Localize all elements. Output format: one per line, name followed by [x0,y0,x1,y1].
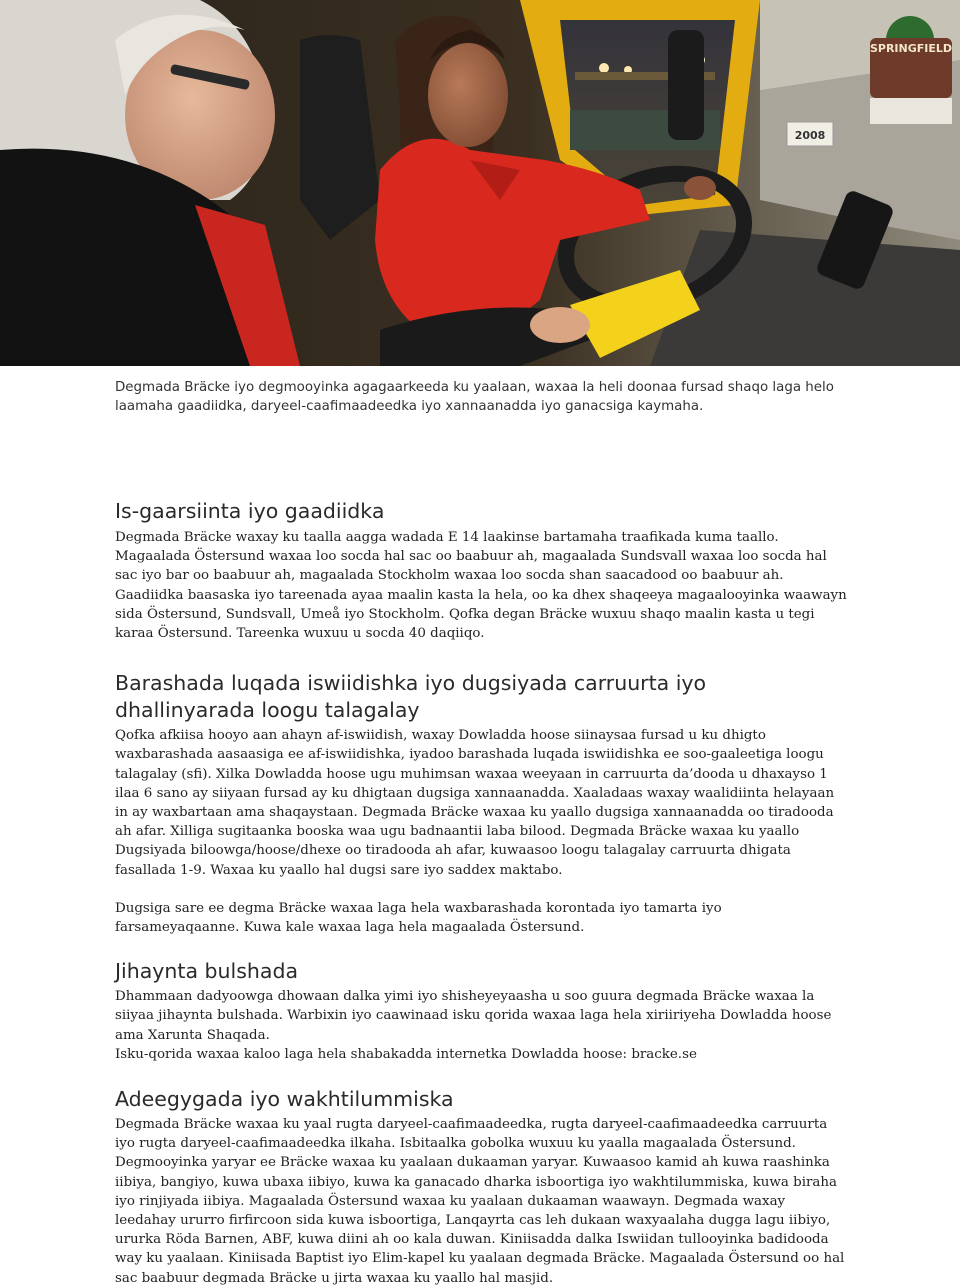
photo-caption: Degmada Bräcke iyo degmooyinka agagaarkeeda ku yaalaan, waxaa la heli doonaa fursad shaqo laga helo laamaha gaadiidka, daryeel-caafimaadeedka iyo xannaanadda iyo ganacsiga kaymaha. [115,380,834,414]
hero-photo [0,0,960,366]
sign-text: SPRINGFIELD [869,42,953,55]
paragraph-education-1: Qofka afkiisa hooyo aan ahayn af-iswiidish, waxay Dowladda hoose siinaysaa fursad u ku dhigto waxbarashada aasaasiga ee af-iswiidishka, iyadoo barashada luqada iswiidishka ee soo-gaaleetiga loogu talagalay (sfi). Xilka Dowladda hoose ugu muhimsan waxaa weeyaan in carruurta da’dooda u dhaxayso 1 ilaa 6 sano ay siiyaan fursad ay ku dhigtaan dugsiga xannaanadda. Xaaladaas waxay waalidiinta helayaan in ay waxbartaan ama shaqaystaan. Degmada Bräcke waxaa ku yaallo dugsiga xannaanadda oo tiradooda ah afar. Xilliga sugitaanka booska waa ugu badnaantii laba bilood. Degmada Bräcke waxaa ku yaallo Dugsiyada biloowga/hoose/dhexe oo tiradooda ah afar, kuwaasoo loogu talagalay carruurta dhigata fasallada 1-9. Waxaa ku yaallo hal dugsi sare iyo saddex maktabo. [115,728,835,878]
paragraph-education-2: Dugsiga sare ee degma Bräcke waxaa laga hela waxbarashada korontada iyo tamarta iyo farsameyaqaanne. Kuwa kale waxaa laga hela magaalada Östersund. [115,900,722,936]
plate-sticker [787,122,833,146]
section-heading-education: Barashada luqada iswiidishka iyo dugsiyada carruurta iyo dhallinyarada loogu talagalay [115,671,707,723]
truck-cab-illustration [0,0,960,366]
paragraph-community-1: Dhammaan dadyoowga dhowaan dalka yimi iyo shisheyeyaasha u soo guura degmada Bräcke waxaa la siiyaa jihaynta bulshada. Warbixin iyo caawinaad isku qorida waxaa laga hela xiriiriyeha Dowladda hoose ama Xarunta Shaqada. [115,989,832,1043]
section-services [115,1086,850,1288]
paragraph-services: Degmada Bräcke waxaa ku yaal rugta daryeel-caafimaadeedka, rugta daryeel-caafimaadeedka carruurta iyo rugta daryeel-caafimaadeedka ilkaha. Isbitaalka gobolka wuxuu ku yaalla magaalada Östersund. Degmooyinka yaryar ee Bräcke waxaa ku yaalaan dukaaman yaryar. Kuwaasoo kamid ah kuwa raashinka iibiya, bangiyo, kuwa ubaxa iibiyo, kuwa ka ganacado dharka isboortiga iyo wakhtilummiska, kuwa biraha iyo rinjiyada iibiya. Magaalada Östersund waxaa ku yaalaan dukaaman waawayn. Degmada waxay leedahay ururro firfircoon sida kuwa isboortiga, Lanqayrta cas leh dukaan waxyaalaha dugga lagu iibiyo, ururka Röda Barnen, ABF, kuwa diini ah oo kala duwan. Kiniisadda dalka Iswiidan tullooyinka badidooda way ku yaalaan. Kiniisada Baptist iyo Elim-kapel ku yaalaan degmada Bräcke. Magaalada Östersund oo hal sac baabuur degmada Bräcke u jirta waxaa ku yaallo hal masjid. [115,1117,845,1286]
section-community [115,958,850,1064]
section-transport [115,498,850,643]
side-mirror [668,30,704,140]
section-education [115,670,850,937]
section-heading-services: Adeegygada iyo wakhtilummiska [115,1087,454,1112]
document-body [115,370,850,1288]
paragraph-community-2: Isku-qorida waxaa kaloo laga hela shabakadda internetka Dowladda hoose: bracke.se [115,1046,697,1062]
section-heading-community: Jihaynta bulshada [115,959,299,984]
paragraph-transport: Degmada Bräcke waxay ku taalla aagga wadada E 14 laakinse bartamaha traafikada kuma taallo. Magaalada Östersund waxaa loo socda hal sac oo baabuur ah, magaalada Sundsvall waxaa loo socda hal sac iyo bar oo baabuur ah, magaalada Stockholm waxaa loo socda shan saacadood oo baabuur ah. Gaadiidka baasaska iyo tareenada ayaa maalin kasta la hela, oo ka dhex shaqeeya magaalooyinka waawayn sida Östersund, Sundsvall, Umeå iyo Stockholm. Qofka degan Bräcke wuxuu shaqo maalin kasta u tegi karaa Östersund. Tareenka wuxuu u socda 40 daqiiqo. [115,530,847,642]
section-heading-transport: Is-gaarsiinta iyo gaadiidka [115,499,385,523]
plate-text: 2008 [794,129,826,142]
